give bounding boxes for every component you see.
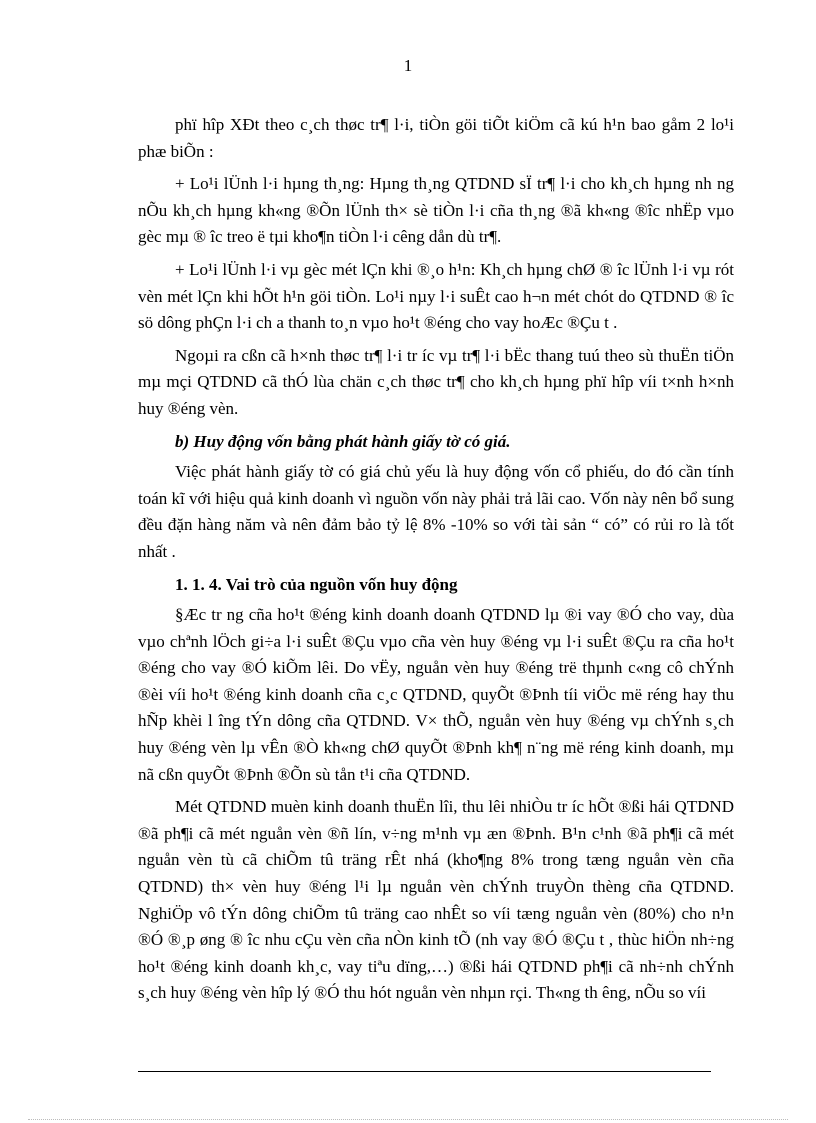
page-bottom-divider [28, 1119, 788, 1120]
paragraph-securities-issuance: Việc phát hành giấy tờ có giá chủ yếu là huy động vốn cổ phiếu, do đó cần tính toán kĩ với hiệu quả kinh doanh vì nguồn vốn này phải trả lãi cao. Vốn này nên bổ sung đều đặn hàng năm và nên đảm bảo tỷ lệ 8% -10% so với tài sản “ có” có rủi ro là tốt nhất . [138, 462, 735, 561]
paragraph-role-1: §Æc tr ng cña ho¹t ®éng kinh doanh doanh QTDND lµ ®i vay ®Ó cho vay, dùa vµo chªnh lÖch gi÷a l·i suÊt ®Çu vµo cña vèn huy ®éng vµ l·i suÊt ®Çu ra cña ho¹t ®éng cho vay ®Ó kiÕm lêi. Do vËy, nguån vèn huy ®éng trë thµnh c«ng cô chÝnh ®èi víi ho¹t ®éng kinh doanh cña c¸c QTDND, quyÕt ®Þnh tíi viÖc më réng hay thu hÑp khèi l îng tÝn dông cña QTDND. V× thÕ, nguån vèn huy ®éng vµ chÝnh s¸ch huy ®éng vèn lµ vÊn ®Ò kh«ng chØ quyÕt ®Þnh kh¶ n¨ng më réng kinh doanh, mµ nã cßn quyÕt ®Þnh ®Õn sù tån t¹i cña QTDND. [138, 605, 734, 784]
paragraph-monthly-interest: + Lo¹i lÜnh l·i hµng th¸ng: Hµng th¸ng QTDND sÏ tr¶ l·i cho kh¸ch hµng nh ng nÕu kh¸ch hµng kh«ng ®Õn lÜnh th× sè tiÒn l·i cña th¸ng ®ã kh«ng ®îc nhËp vµo gèc mµ ® îc treo ë tµi kho¶n tiÒn l·i cêng dån dù tr¶. [138, 174, 734, 247]
paragraph-other-methods: Ngoµi ra cßn cã h×nh thøc tr¶ l·i tr íc vµ tr¶ l·i bËc thang tuú theo sù thuËn tiÖn mµ mçi QTDND cã thÓ lùa chän c¸ch thøc tr¶ cho kh¸ch hµng phï hîp víi t×nh h×nh huy ®éng vèn. [138, 345, 734, 418]
footer-rule [138, 1071, 711, 1072]
document-body [138, 112, 734, 1013]
page-number: 1 [403, 56, 413, 75]
paragraph-interest-payment: phï hîp XÐt theo c¸ch thøc tr¶ l·i, tiÒn göi tiÕt kiÖm cã kú h¹n bao gåm 2 lo¹i phæ biÕn : [138, 115, 734, 161]
section-heading-b: b) Huy động vốn bằng phát hành giấy tờ có giá. [175, 431, 511, 451]
paragraph-role-2: Mét QTDND muèn kinh doanh thuËn lîi, thu lêi nhiÒu tr íc hÕt ®ßi hái QTDND ®ã ph¶i cã mét nguån vèn ®ñ lín, v÷ng m¹nh vµ æn ®Þnh. B¹n c¹nh ®ã ph¶i cã mét nguån vèn tù cã chiÕm tû träng rÊt nhá (kho¶ng 8% trong tæng nguån vèn cña QTDND) th× vèn huy ®éng l¹i lµ nguån vèn chÝnh truyÒn thèng cña QTDND. NghiÖp vô tÝn dông chiÕm tû träng cao nhÊt so víi tæng nguån vèn (80%) cho n¹n ®Ó ®¸p øng ® îc nhu cÇu vèn cña nÒn kinh tÕ (nh vay ®Ó ®Çu t , thùc hiÖn nh÷ng ho¹t ®éng kinh doanh kh¸c, vay tiªu dïng,…) ®ßi hái QTDND ph¶i cã nh÷nh chÝnh s¸ch huy ®éng vèn hîp lý ®Ó thu hót nguån vèn nhµn rçi. Th«ng th êng, nÕu so víi [138, 797, 734, 1003]
paragraph-lump-sum-interest: + Lo¹i lÜnh l·i vµ gèc mét lÇn khi ®¸o h¹n: Kh¸ch hµng chØ ® îc lÜnh l·i vµ rót vèn mét lÇn khi hÕt h¹n göi tiÒn. Lo¹i nµy l·i suÊt cao h¬n mét chót do QTDND ® îc sö dông phÇn l·i ch a thanh to¸n vµo ho¹t ®éng cho vay hoÆc ®Çu t . [138, 259, 734, 333]
section-heading-1-1-4: 1. 1. 4. Vai trò của nguồn vốn huy động [175, 574, 458, 594]
